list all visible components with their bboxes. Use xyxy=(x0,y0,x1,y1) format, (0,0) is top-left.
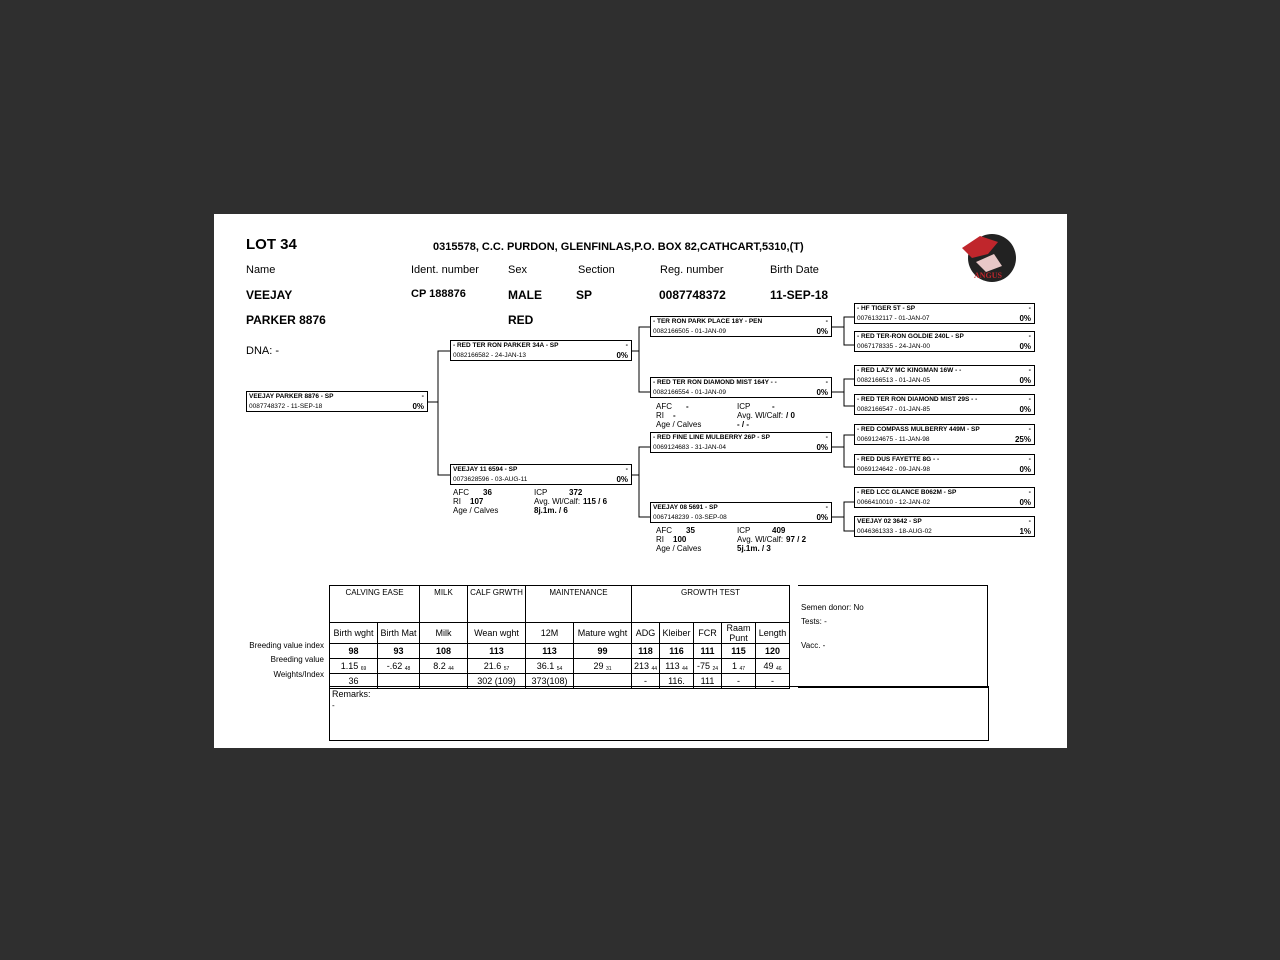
accuracy-value: 24 xyxy=(712,666,719,672)
index-cell xyxy=(574,644,632,659)
avg-label: Avg. Wl/Calf: xyxy=(737,411,784,420)
cols-value: 12M xyxy=(540,628,559,638)
performance-block xyxy=(656,527,836,557)
pedigree-box xyxy=(854,331,1035,352)
pedigree-dash: - xyxy=(625,342,628,349)
birth-header: Birth Date xyxy=(770,264,819,276)
cols-cell xyxy=(420,623,468,644)
icp-value: - xyxy=(772,402,775,411)
weights-value: - xyxy=(644,676,648,686)
icp-value: 409 xyxy=(772,526,786,535)
pedigree-dash: - xyxy=(1028,489,1031,496)
pedigree-dash: - xyxy=(1028,426,1031,433)
index-value: 115 xyxy=(731,646,746,656)
pedigree-pct: 0% xyxy=(1019,342,1031,351)
avg-value: 97 / 2 xyxy=(786,535,807,544)
cols-value: Length xyxy=(758,628,787,638)
group-calf-growth: CALF GRWTH xyxy=(468,586,526,623)
pedigree-reg: 0082166513 - 01-JAN-05 xyxy=(857,377,930,384)
pedigree-box xyxy=(854,487,1035,508)
animal-name-2: PARKER 8876 xyxy=(246,313,326,327)
index-value: 111 xyxy=(700,646,715,656)
pedigree-pct: 0% xyxy=(816,327,828,336)
pedigree-name: - RED TER RON DIAMOND MIST 29S - - xyxy=(857,396,978,403)
pedigree-dash: - xyxy=(825,434,828,441)
pedigree-name: - TER RON PARK PLACE 18Y - PEN xyxy=(653,318,763,325)
cols-value: Birth Mat xyxy=(380,628,417,638)
accuracy-value: 44 xyxy=(448,666,454,672)
bv-value: 36.1 xyxy=(536,661,555,671)
pedigree-dash: - xyxy=(825,379,828,386)
pedigree-reg: 0069124642 - 09-JAN-98 xyxy=(857,466,930,473)
index-cell xyxy=(632,644,660,659)
bv-value: 21.6 xyxy=(483,661,502,671)
pedigree-box xyxy=(650,432,832,453)
dna-status: DNA: - xyxy=(246,345,279,357)
cols-value: ADG xyxy=(635,628,656,638)
pedigree-name: - RED DUS FAYETTE 8G - - xyxy=(857,456,940,463)
pedigree-pct: 0% xyxy=(816,443,828,452)
accuracy-value: 47 xyxy=(739,666,746,672)
afc-label: AFC xyxy=(656,402,672,411)
weights-value: 116. xyxy=(668,676,685,686)
pedigree-dash: - xyxy=(1028,456,1031,463)
pedigree-name: - RED LAZY MC KINGMAN 16W - - xyxy=(857,367,962,374)
row-label-weights: Weights/Index xyxy=(273,670,324,679)
cols-cell xyxy=(526,623,574,644)
age-value: 8j.1m. / 6 xyxy=(534,506,568,515)
pedigree-box xyxy=(650,377,832,398)
pedigree-box xyxy=(246,391,428,412)
weights-value: 36 xyxy=(348,676,359,686)
pedigree-box xyxy=(854,454,1035,475)
index-cell xyxy=(330,644,378,659)
vacc: Vacc. - xyxy=(801,641,826,650)
pedigree-name: - RED TER RON DIAMOND MIST 164Y - - xyxy=(653,379,777,386)
cols-cell xyxy=(330,623,378,644)
pedigree-reg: 0066410010 - 12-JAN-02 xyxy=(857,499,930,506)
pedigree-dash: - xyxy=(825,318,828,325)
accuracy-value: 46 xyxy=(776,666,782,672)
pedigree-box xyxy=(650,502,832,523)
cols-cell xyxy=(574,623,632,644)
row-label-index: Breeding value index xyxy=(249,641,324,650)
cols-value: Birth wght xyxy=(333,628,374,638)
index-cell xyxy=(694,644,722,659)
animal-name-1: VEEJAY xyxy=(246,288,293,302)
cols-cell xyxy=(632,623,660,644)
cols-value: Wean wght xyxy=(474,628,519,638)
logo-text: ANGUS xyxy=(974,271,1003,280)
pedigree-box xyxy=(854,303,1035,324)
weights-value: 373(108) xyxy=(531,676,568,686)
accuracy-value: 48 xyxy=(404,666,411,672)
sex-value: MALE xyxy=(508,288,542,302)
cols-value: Mature wght xyxy=(577,628,628,638)
bv-cell xyxy=(420,659,468,674)
icp-value: 372 xyxy=(569,488,583,497)
pedigree-pct: 0% xyxy=(1019,405,1031,414)
pedigree-name: - RED COMPASS MULBERRY 449M - SP xyxy=(857,426,980,433)
weights-value: 111 xyxy=(700,676,715,686)
bv-cell xyxy=(694,659,722,674)
group-milk: MILK xyxy=(420,586,468,623)
ident-number: CP 188876 xyxy=(411,288,466,300)
index-cell xyxy=(526,644,574,659)
ri-label: RI xyxy=(656,411,664,420)
pedigree-box xyxy=(854,424,1035,445)
pedigree-pct: 0% xyxy=(616,351,628,360)
avg-value: / 0 xyxy=(786,411,795,420)
index-value: 93 xyxy=(393,646,404,656)
index-cell xyxy=(468,644,526,659)
cols-cell xyxy=(660,623,694,644)
pedigree-name: - RED FINE LINE MULBERRY 26P - SP xyxy=(653,434,770,441)
pedigree-pct: 0% xyxy=(1019,314,1031,323)
cols-value: Milk xyxy=(435,628,452,638)
ri-value: 100 xyxy=(673,535,687,544)
performance-block xyxy=(453,489,633,519)
pedigree-reg: 0082166547 - 01-JAN-85 xyxy=(857,406,930,413)
accuracy-value: 44 xyxy=(682,666,688,672)
pedigree-box xyxy=(450,340,632,361)
index-value: 98 xyxy=(348,646,359,656)
accuracy-value: 54 xyxy=(556,666,563,672)
pedigree-dash: - xyxy=(1028,305,1031,312)
weights-value: - xyxy=(737,676,741,686)
pedigree-name: - RED LCC GLANCE B062M - SP xyxy=(857,489,957,496)
pedigree-dash: - xyxy=(1028,333,1031,340)
age-label: Age / Calves xyxy=(453,506,499,515)
bv-value: 49 xyxy=(763,661,774,671)
pedigree-dash: - xyxy=(1028,367,1031,374)
birth-date: 11-SEP-18 xyxy=(770,288,829,302)
age-value: - / - xyxy=(737,420,749,429)
pedigree-box xyxy=(854,365,1035,386)
pedigree-box xyxy=(854,394,1035,415)
cols-value: FCR xyxy=(698,628,717,638)
bv-cell xyxy=(722,659,756,674)
pedigree-dash: - xyxy=(1028,518,1031,525)
lot-number: LOT 34 xyxy=(246,236,297,253)
tests: Tests: - xyxy=(801,617,827,626)
bv-cell xyxy=(378,659,420,674)
name-header: Name xyxy=(246,264,276,276)
pedigree-dash: - xyxy=(421,393,424,400)
accuracy-value: 57 xyxy=(503,666,510,672)
bv-value: 1.15 xyxy=(340,661,359,671)
group-growth-test: GROWTH TEST xyxy=(632,586,790,623)
sex-header: Sex xyxy=(508,264,527,276)
pedigree-reg: 0073628596 - 03-AUG-11 xyxy=(453,476,528,483)
pedigree-reg: 0069124675 - 11-JAN-98 xyxy=(857,436,930,443)
bv-cell xyxy=(574,659,632,674)
bv-value: 1 xyxy=(731,661,737,671)
pedigree-box xyxy=(650,316,832,337)
group-calving-ease: CALVING EASE xyxy=(330,586,420,623)
bv-cell xyxy=(660,659,694,674)
pedigree-reg: 0046361333 - 18-AUG-02 xyxy=(857,528,932,535)
age-value: 5j.1m. / 3 xyxy=(737,544,771,553)
icp-label: ICP xyxy=(737,526,751,535)
cols-cell xyxy=(694,623,722,644)
remarks-box xyxy=(329,686,989,741)
pedigree-name: - RED TER-RON GOLDIE 240L - SP xyxy=(857,333,964,340)
pedigree-pct: 0% xyxy=(1019,465,1031,474)
side-panel xyxy=(798,585,988,688)
pedigree-dash: - xyxy=(625,466,628,473)
bv-cell xyxy=(632,659,660,674)
index-value: 116 xyxy=(669,646,684,656)
ri-label: RI xyxy=(656,535,664,544)
ident-header: Ident. number xyxy=(411,264,479,276)
bv-value: 213 xyxy=(633,661,649,671)
owner-info: 0315578, C.C. PURDON, GLENFINLAS,P.O. BOX 82,CATHCART,5310,(T) xyxy=(433,241,804,253)
afc-label: AFC xyxy=(453,488,469,497)
cols-cell xyxy=(468,623,526,644)
pedigree-name: VEEJAY PARKER 8876 - SP xyxy=(249,393,334,400)
pedigree-dash: - xyxy=(1028,396,1031,403)
index-value: 120 xyxy=(765,646,781,656)
performance-block xyxy=(656,403,836,433)
pedigree-pct: 0% xyxy=(616,475,628,484)
weights-value: - xyxy=(771,676,775,686)
accuracy-value: 31 xyxy=(605,666,612,672)
remarks-text: - xyxy=(332,701,335,710)
pedigree-pct: 25% xyxy=(1014,435,1031,444)
reg-number: 0087748372 xyxy=(659,288,726,302)
bv-value: -75 xyxy=(696,661,710,671)
pedigree-pct: 0% xyxy=(1019,376,1031,385)
pedigree-pct: 0% xyxy=(1019,498,1031,507)
pedigree-reg: 0076132117 - 01-JAN-07 xyxy=(857,315,930,322)
pedigree-box xyxy=(450,464,632,485)
avg-value: 115 / 6 xyxy=(583,497,608,506)
afc-value: - xyxy=(686,402,689,411)
pedigree-pct: 1% xyxy=(1019,527,1031,536)
cols-value: Kleiber xyxy=(662,628,691,638)
ri-value: 107 xyxy=(470,497,484,506)
pedigree-reg: 0082166582 - 24-JAN-13 xyxy=(453,352,526,359)
pedigree-reg: 0082166505 - 01-JAN-09 xyxy=(653,328,726,335)
pedigree-reg: 0067148239 - 03-SEP-08 xyxy=(653,514,727,521)
avg-label: Avg. Wl/Calf: xyxy=(534,497,581,506)
bv-cell xyxy=(330,659,378,674)
section-value: SP xyxy=(576,288,593,302)
pedigree-name: VEEJAY 08 5691 - SP xyxy=(653,504,718,511)
icp-label: ICP xyxy=(737,402,751,411)
cols-value: Raam Punt xyxy=(726,623,751,643)
pedigree-reg: 0087748372 - 11-SEP-18 xyxy=(249,403,323,410)
index-value: 118 xyxy=(638,646,653,656)
afc-label: AFC xyxy=(656,526,672,535)
cols-cell xyxy=(722,623,756,644)
pedigree-name: - RED TER RON PARKER 34A - SP xyxy=(453,342,559,349)
icp-label: ICP xyxy=(534,488,548,497)
afc-value: 36 xyxy=(483,488,492,497)
accuracy-value: 44 xyxy=(651,666,658,672)
remarks-label: Remarks: xyxy=(332,689,371,699)
index-value: 113 xyxy=(489,646,504,656)
semen-donor: Semen donor: No xyxy=(801,603,864,612)
index-cell xyxy=(420,644,468,659)
ri-label: RI xyxy=(453,497,461,506)
bv-value: -.62 xyxy=(386,661,403,671)
pedigree-pct: 0% xyxy=(816,388,828,397)
accuracy-value: 69 xyxy=(360,666,367,672)
cols-cell xyxy=(378,623,420,644)
row-label-bv: Breeding value xyxy=(270,655,324,664)
bv-cell xyxy=(526,659,574,674)
pedigree-reg: 0069124683 - 31-JAN-04 xyxy=(653,444,726,451)
color-value: RED xyxy=(508,313,534,327)
index-cell xyxy=(378,644,420,659)
cols-cell xyxy=(756,623,790,644)
bv-value: 29 xyxy=(593,661,604,671)
age-label: Age / Calves xyxy=(656,544,702,553)
pedigree-sheet xyxy=(214,214,1067,748)
reg-header: Reg. number xyxy=(660,264,724,276)
bv-cell xyxy=(468,659,526,674)
afc-value: 35 xyxy=(686,526,695,535)
pedigree-box xyxy=(854,516,1035,537)
pedigree-pct: 0% xyxy=(412,402,424,411)
bv-value: 113 xyxy=(665,661,680,671)
pedigree-name: VEEJAY 02 3642 - SP xyxy=(857,518,922,525)
ri-value: - xyxy=(673,411,676,420)
weights-value: 302 (109) xyxy=(477,676,516,686)
group-maintenance: MAINTENANCE xyxy=(526,586,632,623)
index-value: 99 xyxy=(597,646,608,656)
pedigree-reg: 0067178335 - 24-JAN-00 xyxy=(857,343,930,350)
index-cell xyxy=(756,644,790,659)
avg-label: Avg. Wl/Calf: xyxy=(737,535,784,544)
bv-value: 8.2 xyxy=(433,661,446,671)
pedigree-dash: - xyxy=(825,504,828,511)
age-label: Age / Calves xyxy=(656,420,702,429)
index-cell xyxy=(722,644,756,659)
pedigree-name: VEEJAY 11 6594 - SP xyxy=(453,466,518,473)
bv-cell xyxy=(756,659,790,674)
pedigree-pct: 0% xyxy=(816,513,828,522)
index-value: 108 xyxy=(435,646,452,656)
index-value: 113 xyxy=(542,646,557,656)
pedigree-name: - HF TIGER 5T - SP xyxy=(857,305,916,312)
section-header: Section xyxy=(578,264,615,276)
index-cell xyxy=(660,644,694,659)
pedigree-reg: 0082166554 - 01-JAN-09 xyxy=(653,389,726,396)
